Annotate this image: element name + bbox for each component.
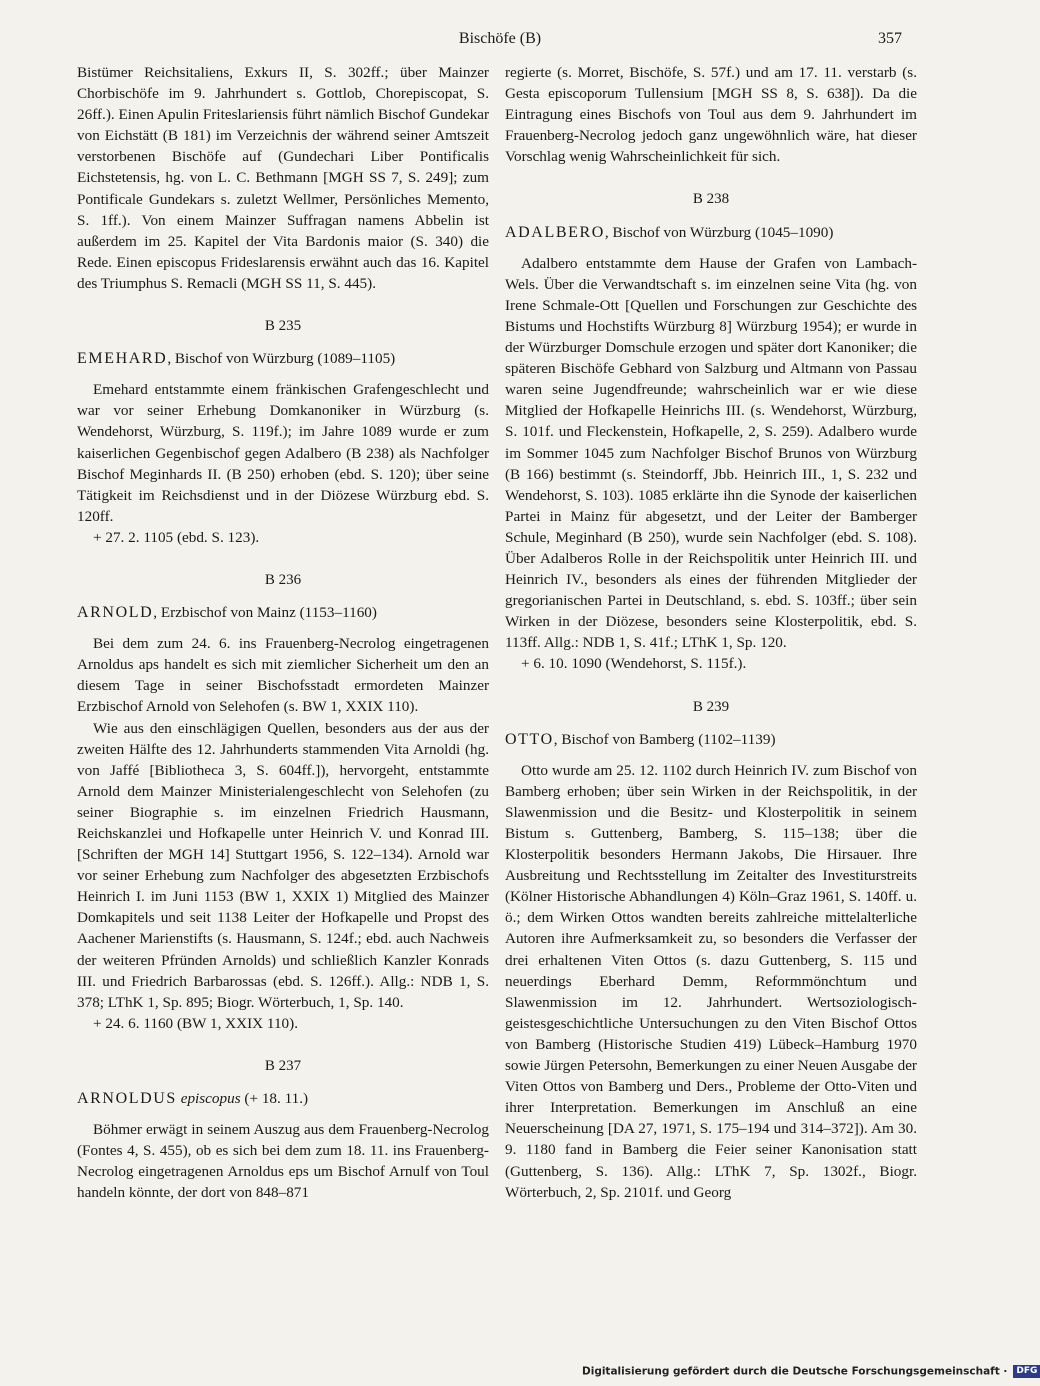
- entry-title: , Bischof von Bamberg (1102–1139): [553, 730, 776, 748]
- entry-number-b235: B 235: [264, 318, 302, 335]
- entry-text: Wie aus den einschlägigen Quellen, besonders aus der aus der zweiten Hälfte des 12. Jahrhunderts stammenden Vita Arnoldi (hg. von Jaffé [Bibliotheca 3, S. 604ff.]), hervorgeht, entstammte Arnold dem Mainzer Ministerialengeschlecht von Selehofen (zu seiner Biographie s. im einzelnen Friedrich Hausmann, Reichskanzlei und Hofkapelle unter Heinrich V. und Konrad III. [Schriften der MGH 14] Stuttgart 1956, S. 122–134). Arnold war vor seiner Erhebung zum Nachfolger des abgesetzten Erzbischofs Heinrich I. im Juni 1153 (BW 1, XXIX 1) Mitglied des Mainzer Domkapitels und seit 1138 Leiter der Hofkapelle und Propst des Aachener Marienstifts (s. Hausmann, S. 124f.; ebd. auch Nachweis der weiteren Pfründen Arnolds) und schließlich Kanzler Konrads III. und Friedrich Barbarossas (ebd. S. 126ff.). Allg.: NDB 1, S. 378; LThK 1, Sp. 895; Biogr. Wörterbuch, 1, Sp. 140.: [77, 719, 489, 1011]
- entry-title: , Erzbischof von Mainz (1153–1160): [153, 604, 377, 622]
- death-date: + 6. 10. 1090 (Wendehorst, S. 115f.).: [521, 655, 747, 673]
- entry-text: Böhmer erwägt in seinem Auszug aus dem Frauenberg-Necrolog (Fontes 4, S. 455), ob es sich bei dem zum 18. 11. ins Frauenberg-Necrolog eingetragenen Arnoldus eps um Bischof Arnulf von Toul handeln könnte, der dort von 848–871: [77, 1121, 489, 1202]
- credit-text: Digitalisierung gefördert durch die Deutsche Forschungsgemeinschaft ·: [582, 1365, 1008, 1378]
- death-date: + 27. 2. 1105 (ebd. S. 123).: [93, 528, 260, 546]
- continuation-paragraph: regierte (s. Morret, Bischöfe, S. 57f.) und am 17. 11. verstarb (s. Gesta episcoporum Tullensium [MGH SS 8, S. 638]). Da die Eintragung eines Bischofs von Toul aus dem 9. Jahrhundert im Frauenberg-Necrolog jedoch ganz ungewöhnlich wäre, hat dieser Vorschlag wenig Wahrscheinlichkeit für sich.: [505, 64, 917, 166]
- entry-name: ARNOLD: [77, 604, 154, 622]
- dfg-logo: DFG: [1013, 1365, 1040, 1378]
- entry-name: EMEHARD: [77, 350, 168, 368]
- entry-heading-b236: [77, 602, 489, 623]
- left-column: [77, 62, 489, 1204]
- entry-title-italic: episcopus: [180, 1090, 241, 1108]
- entry-name: OTTO: [505, 730, 554, 748]
- entry-title: , Bischof von Würzburg (1089–1105): [167, 350, 396, 368]
- page-number: 357: [878, 30, 902, 47]
- intro-paragraph: Bistümer Reichsitaliens, Exkurs II, S. 302ff.; über Mainzer Chorbischöfe im 9. Jahrhundert s. Gottlob, Chorepiscopat, S. 26ff.). Einen Apulin Friteslariensis führt nämlich Bischof Gundekar von Eichstätt (B 181) im Verzeichnis der während seiner Amtszeit verstorbenen Bischöfe auf (Gundechari Liber Pontificalis Eichstetensis, hg. von L. C. Bethmann [MGH SS 7, S. 249]; zum Pontificale Gundekars s. zuletzt Wellmer, Persönliches Memento, S. 1ff.). Von einem Mainzer Suffragan namens Abbelin ist außerdem im 25. Kapitel der Vita Bardonis maior (S. 340) die Rede. Einen episcopus Frideslarensis erwähnt auch das 16. Kapitel des Triumphus S. Remacli (MGH SS 11, S. 445).: [77, 64, 489, 292]
- entry-heading-b238: [505, 222, 917, 243]
- entry-title: (+ 18. 11.): [244, 1090, 309, 1108]
- digitization-credit: [582, 1365, 1038, 1381]
- entry-name: ADALBERO: [505, 223, 605, 241]
- entry-text: Emehard entstammte einem fränkischen Grafengeschlecht und war vor seiner Erhebung Domkanoniker in Würzburg (s. Wendehorst, Würzburg, S. 119f.); im Jahre 1089 wurde er zum kaiserlichen Gegenbischof gegen Adalbero (B 238) als Nachfolger Bischof Meginhards II. (B 250) erhoben (ebd. S. 120); über seine Tätigkeit im Reichsdienst und in der Diözese Würzburg ebd. S. 120ff.: [77, 381, 489, 525]
- entry-text: Bei dem zum 24. 6. ins Frauenberg-Necrolog eingetragenen Arnoldus aps handelt es sich mit ziemlicher Sicherheit um den an diesem Tage in seiner Bischofsstadt ermordeten Mainzer Erzbischof Arnold von Selehofen (s. BW 1, XXIX 110).: [77, 635, 489, 716]
- entry-heading-b235: [77, 348, 489, 369]
- entry-text: Otto wurde am 25. 12. 1102 durch Heinrich IV. zum Bischof von Bamberg erhoben; über sein Wirken in der Reichspolitik, in der Slawenmission und die Besitz- und Klosterpolitik in seinem Bistum s. Guttenberg, Bamberg, S. 115–138; über die Klosterpolitik besonders Hermann Jakobs, Die Hirsauer. Ihre Ausbreitung und Rechtsstellung im Zeitalter des Investiturstreits (Kölner Historische Abhandlungen 4) Köln–Graz 1961, S. 140ff. u. ö.; dem Wirken Ottos wandten bereits zahlreiche mittelalterliche Autoren ihre Aufmerksamkeit zu, so besonders die Verfasser der drei erhaltenen Viten Ottos (s. dazu Guttenberg, S. 115 und neuerdings Eberhard Demm, Reformmönchtum und Slawenmission im 12. Jahrhundert. Wertsoziologisch-geistesgeschichtliche Untersuchungen zu den Viten Bischof Ottos von Bamberg (Historische Studien 419) Lübeck–Hamburg 1970 sowie Jürgen Petersohn, Bemerkungen zu einer Neuen Ausgabe der Viten Ottos von Bamberg und Ders., Probleme der Otto-Viten und ihrer Interpretation. Bemerkungen im Anschluß an eine Neuerscheinung [DA 27, 1971, S. 175–194 und 314–372]). Am 30. 9. 1180 fand in Bamberg die Feier seiner Kanonisation statt (Guttenberg, S. 136). Allg.: LThK 7, Sp. 1302f., Biogr. Wörterbuch, 2, Sp. 2101f. und Georg: [505, 761, 917, 1201]
- running-header: Bischöfe (B): [458, 30, 542, 47]
- entry-number-b236: B 236: [264, 571, 302, 588]
- entry-heading-b237: [77, 1088, 489, 1109]
- right-column: [505, 62, 917, 1203]
- entry-title: , Bischof von Würzburg (1045–1090): [604, 223, 834, 241]
- entry-text: Adalbero entstammte dem Hause der Grafen von Lambach-Wels. Über die Verwandtschaft s. im einzelnen seine Vita (hg. von Irene Schmale-Ott [Quellen und Forschungen zur Geschichte des Bistums und Hochstifts Würzburg 8] Würzburg 1954); er wurde in der Würzburger Domschule erzogen und später dort Kanoniker; die späteren Bischöfe Gebhard von Salzburg und Altmann von Passau waren seine Jugendfreunde; wahrscheinlich war er wie diese Mitglied der Hofkapelle Heinrichs III. (s. Wendehorst, Würzburg, S. 101f. und Fleckenstein, Hofkapelle, 2, S. 259). Adalbero wurde im Sommer 1045 zum Nachfolger Bischof Brunos von Würzburg (B 166) bestimmt (s. Steindorff, Jbb. Heinrich III., 1, S. 232 und Wendehorst, S. 103). 1085 erklärte ihn die Synode der kaiserlichen Partei in Mainz für abgesetzt, und der Leiter der Bamberger Schule, Meginhard (B 250), wurde sein Nachfolger (ebd. S. 108). Über Adalberos Rolle in der Reichspolitik unter Heinrich III. und Heinrich IV., besonders als eines der führenden Mitglieder der gregorianischen Partei in Deutschland, s. ebd. S. 103ff.; über sein Wirken in der Diözese, besonders seine Klosterpolitik, ebd. S. 113ff. Allg.: NDB 1, S. 41f.; LThK 1, Sp. 120.: [505, 254, 917, 652]
- entry-name: ARNOLDUS: [77, 1090, 177, 1108]
- entry-number-b238: B 238: [692, 191, 730, 208]
- death-date: + 24. 6. 1160 (BW 1, XXIX 110).: [93, 1014, 299, 1032]
- entry-number-b239: B 239: [692, 698, 730, 715]
- entry-heading-b239: [505, 729, 917, 750]
- entry-number-b237: B 237: [264, 1057, 302, 1074]
